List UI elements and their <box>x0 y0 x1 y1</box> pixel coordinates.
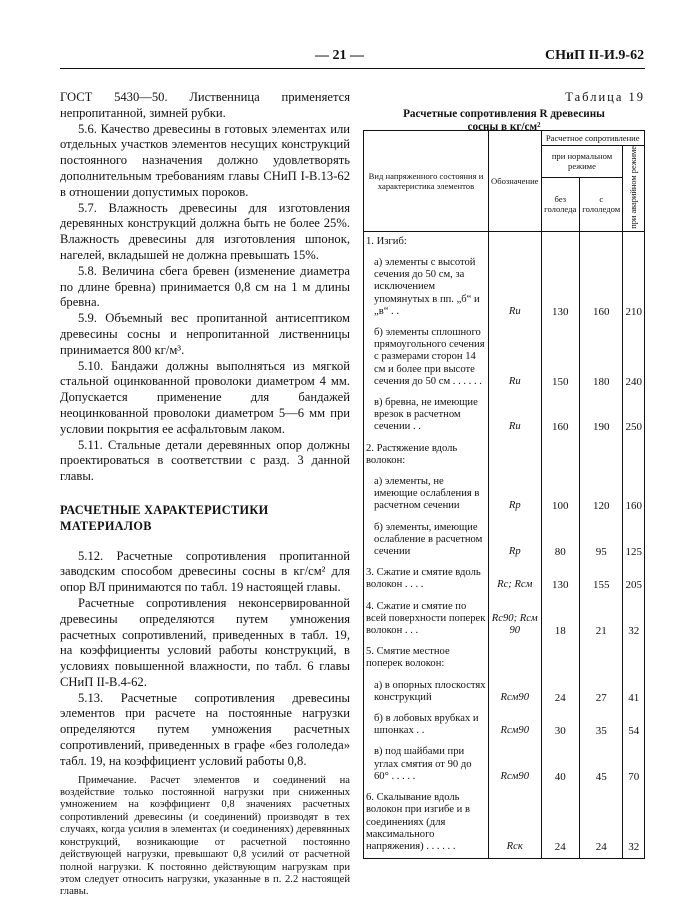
row-symbol-text: Rсм90 <box>500 725 530 737</box>
paragraph: ГОСТ 5430—50. Лиственница применяется непропитанной, зимней рубки. <box>60 90 350 120</box>
value-ice <box>580 323 623 393</box>
value-ice-text: 21 <box>595 625 607 638</box>
table-row <box>364 642 645 675</box>
row-symbol <box>489 439 542 472</box>
value-no-ice <box>541 518 580 564</box>
value-no-ice <box>541 676 580 709</box>
row-label <box>364 788 489 859</box>
table-row <box>364 709 645 742</box>
value-emergency <box>623 709 645 742</box>
row-label <box>364 518 489 564</box>
table-row <box>364 518 645 564</box>
col-head-calc: Расчетное сопротивление <box>541 131 645 146</box>
row-label-text: 1. Изгиб: <box>366 235 407 247</box>
value-emergency-text: 70 <box>628 770 640 783</box>
value-no-ice-text: 160 <box>552 421 569 434</box>
row-label-text: а) элементы, не имеющие ослабления в расчетном сечении <box>374 476 480 512</box>
value-emergency-text: 54 <box>628 725 640 738</box>
row-label-text: в) под шайбами при углах смятия от 90 до 60° . . . . . <box>374 746 472 782</box>
table-row <box>364 676 645 709</box>
value-no-ice <box>541 597 580 643</box>
row-symbol <box>489 642 542 675</box>
value-ice-text: 24 <box>595 840 607 853</box>
table-row <box>364 742 645 788</box>
row-label <box>364 439 489 472</box>
note: Примечание. Расчет элементов и соединений на воздействие только постоянной нагрузки при сниженных умножением на коэффициент 0,8 значениях расчетных сопротивлений древесины (и соединений) производят в тех случаях, когда усилия в элементах (и соединениях) деревянных конструкций, возникающие от расчетной постоянно действующей нагрузки, превышают 0,8 усилий от расчетной полной нагрузки. К постоянно действующим нагрузкам при этом следует относить нагрузки, указанные в п. 2.2 настоящей главы. <box>60 774 350 898</box>
value-no-ice-text: 30 <box>554 725 566 738</box>
row-symbol-text: Rск <box>506 840 523 852</box>
row-symbol <box>489 518 542 564</box>
row-label-text: 2. Растяжение вдоль волокон: <box>366 442 458 466</box>
row-symbol-text: Rи <box>508 421 521 433</box>
value-ice <box>580 472 623 518</box>
row-symbol <box>489 563 542 596</box>
document-code: СНиП II-И.9-62 <box>545 48 645 63</box>
value-no-ice <box>541 323 580 393</box>
value-emergency <box>623 231 645 253</box>
value-ice <box>580 563 623 596</box>
table-caption-line2: сосны в кг/см² <box>467 121 541 133</box>
col-head-no-ice: без гололеда <box>541 177 580 231</box>
value-ice <box>580 597 623 643</box>
value-ice <box>580 788 623 859</box>
paragraph: 5.13. Расчетные сопротивления древесины элементов при расчете на постоянные нагрузки определяются путем умножения расчетных сопротивлений, приведенных в графе «без гололеда» табл. 19, на коэффициент условий работы 0,8. <box>60 690 350 768</box>
row-symbol <box>489 253 542 323</box>
left-column <box>60 90 350 899</box>
value-no-ice-text: 130 <box>552 305 569 318</box>
value-ice-text: 160 <box>592 305 610 318</box>
row-symbol <box>489 323 542 393</box>
table-row <box>364 439 645 472</box>
paragraph: 5.8. Величина сбега бревен (изменение диаметра по длине бревна) принимается 0,8 см на 1 м длины бревна. <box>60 263 350 310</box>
row-label <box>364 393 489 439</box>
row-symbol <box>489 472 542 518</box>
row-symbol <box>489 742 542 788</box>
paragraph: Расчетные сопротивления неконсервированной древесины определяются путем умножения расчетных сопротивлений, приведенных в табл. 19, на коэффициенты условий работы конструкций, в условиях повышенной влажности, по табл. 6 главы СНиП II-B.4-62. <box>60 595 350 689</box>
value-emergency <box>623 742 645 788</box>
value-no-ice <box>541 393 580 439</box>
table-body <box>364 231 645 858</box>
row-label <box>364 709 489 742</box>
value-emergency-text: 41 <box>628 691 640 704</box>
row-symbol-text: Rр <box>508 546 521 558</box>
value-ice-text: 190 <box>592 421 610 434</box>
row-label-text: б) элементы, имеющие ослабление в расчетном сечении <box>374 521 483 558</box>
header-rule <box>60 68 645 69</box>
row-symbol <box>489 231 542 253</box>
table-row <box>364 393 645 439</box>
row-label-text: в) бревна, не имеющие врезок в расчетном сечении . . <box>374 397 478 433</box>
value-no-ice-text: 130 <box>552 579 569 592</box>
row-symbol-text: Rс90; Rсм 90 <box>491 612 538 637</box>
row-label-text: б) в лобовых врубках и шпонках . . <box>374 713 479 737</box>
value-ice <box>580 393 623 439</box>
value-no-ice-text: 40 <box>554 770 566 783</box>
col-head-emergency <box>623 146 645 232</box>
row-symbol-text: Rсм90 <box>500 691 530 703</box>
row-label <box>364 597 489 643</box>
value-no-ice <box>541 709 580 742</box>
row-symbol-text: Rр <box>508 500 521 512</box>
col-head-normal: при нормальном режиме <box>541 146 623 178</box>
col-head-emergency-text: при аварийном режиме <box>629 146 639 229</box>
row-label-text: 6. Скалывание вдоль волокон при изгибе и в соединениях (для максимального напряжения) . . . . . . <box>366 792 470 852</box>
row-label-text: 5. Смятие местное поперек волокон: <box>366 646 450 670</box>
table-row <box>364 788 645 859</box>
value-ice-text: 35 <box>595 725 607 738</box>
paragraph: 5.11. Стальные детали деревянных опор должны проектироваться в соответствии с разд. 3 данной главы. <box>60 437 350 484</box>
row-label-text: а) элементы с высотой сечения до 50 см, за исключением упомянутых в пп. „б“ и „в“ . . <box>374 256 480 317</box>
value-no-ice <box>541 742 580 788</box>
row-label <box>364 742 489 788</box>
value-no-ice <box>541 788 580 859</box>
row-symbol <box>489 393 542 439</box>
table-row <box>364 253 645 323</box>
paragraph: 5.7. Влажность древесины для изготовления деревянных конструкций должна быть не более 25%. Влажность древесины для изготовления шпонок, нагелей, вкладышей не должна превышать 15%. <box>60 200 350 262</box>
value-ice <box>580 231 623 253</box>
value-ice <box>580 253 623 323</box>
value-ice-text: 27 <box>595 691 607 704</box>
table-row <box>364 597 645 643</box>
row-label <box>364 642 489 675</box>
paragraph: 5.12. Расчетные сопротивления пропитанной заводским способом древесины сосны в кг/см² для опор ВЛ принимаются по табл. 19 настоящей главы. <box>60 548 350 595</box>
value-no-ice-text: 18 <box>554 625 566 638</box>
value-emergency-text: 250 <box>625 421 642 434</box>
value-emergency <box>623 518 645 564</box>
value-no-ice <box>541 439 580 472</box>
col-head-kind: Вид напряженного состояния и характеристика элементов <box>364 131 489 232</box>
value-no-ice <box>541 472 580 518</box>
value-emergency <box>623 597 645 643</box>
value-ice <box>580 642 623 675</box>
value-ice-text: 180 <box>592 375 610 388</box>
row-label-text: б) элементы сплошного прямоугольного сечения с размерами сторон 14 см и более при высоте сечения до 50 см . . . . . . <box>374 327 485 387</box>
paragraph: 5.10. Бандажи должны выполняться из мягкой стальной оцинкованной проволоки диаметром 4 мм. Допускается применение для бандажей неоцинкованной проволоки диаметром 5—6 мм при условии покрытия ее асфальтовым лаком. <box>60 358 350 436</box>
value-emergency <box>623 788 645 859</box>
value-ice-text: 155 <box>592 579 610 592</box>
value-ice-text: 95 <box>595 546 607 559</box>
row-symbol <box>489 676 542 709</box>
value-emergency-text: 240 <box>625 375 642 388</box>
row-symbol <box>489 597 542 643</box>
row-label-text: 3. Сжатие и смятие вдоль волокон . . . . <box>366 567 481 591</box>
resistance-table <box>363 130 645 859</box>
value-no-ice-text: 150 <box>552 375 569 388</box>
value-emergency <box>623 393 645 439</box>
value-emergency <box>623 563 645 596</box>
value-emergency-text: 160 <box>625 500 642 513</box>
row-label <box>364 231 489 253</box>
row-symbol-text: Rи <box>508 305 521 317</box>
value-ice <box>580 709 623 742</box>
table-number: Таблица 19 <box>565 90 645 104</box>
row-symbol <box>489 709 542 742</box>
row-label-text: а) в опорных плоскостях конструкций <box>374 679 486 703</box>
col-head-ice: с гололедом <box>580 177 623 231</box>
value-ice <box>580 742 623 788</box>
value-ice-text: 120 <box>592 500 610 513</box>
paragraph: 5.6. Качество древесины в готовых элементах или отдельных участков элементов несущих конструкций постоянного назначения должно удовлетворять дополнительным требованиям главы СНиП I-B.13-62 в отношении допустимых пороков. <box>60 121 350 199</box>
table-row <box>364 563 645 596</box>
value-no-ice-text: 24 <box>554 691 566 704</box>
row-label <box>364 323 489 393</box>
row-symbol-text: Rс; Rсм <box>497 579 533 591</box>
value-no-ice <box>541 231 580 253</box>
value-emergency-text: 32 <box>628 625 640 638</box>
value-emergency <box>623 642 645 675</box>
value-emergency-text: 32 <box>628 840 640 853</box>
value-emergency-text: 210 <box>625 305 642 318</box>
table-caption-line1: Расчетные сопротивления R древесины <box>403 108 605 120</box>
row-label <box>364 472 489 518</box>
row-label <box>364 253 489 323</box>
value-emergency <box>623 439 645 472</box>
table-row <box>364 231 645 253</box>
value-emergency-text: 205 <box>625 579 642 592</box>
value-ice-text: 45 <box>595 770 607 783</box>
value-ice <box>580 439 623 472</box>
row-symbol-text: Rсм90 <box>500 770 530 782</box>
right-column <box>363 90 645 853</box>
value-no-ice <box>541 253 580 323</box>
table-row <box>364 472 645 518</box>
page-number: — 21 — <box>315 48 364 63</box>
row-symbol-text: Rи <box>508 375 521 387</box>
row-symbol <box>489 788 542 859</box>
value-no-ice <box>541 642 580 675</box>
value-no-ice-text: 24 <box>554 840 566 853</box>
value-ice <box>580 518 623 564</box>
value-ice <box>580 676 623 709</box>
value-emergency <box>623 323 645 393</box>
row-label <box>364 676 489 709</box>
section-heading: РАСЧЕТНЫЕ ХАРАКТЕРИСТИКИ МАТЕРИАЛОВ <box>60 502 269 533</box>
value-emergency <box>623 472 645 518</box>
row-label-text: 4. Сжатие и смятие по всей поверхности поперек волокон . . . <box>366 600 486 637</box>
value-emergency-text: 125 <box>625 546 642 559</box>
col-head-symbol: Обозначение <box>489 131 542 232</box>
value-no-ice-text: 80 <box>554 546 566 559</box>
paragraph: 5.9. Объемный вес пропитанной антисептиком древесины сосны и непропитанной лиственницы принимается 800 кг/м³. <box>60 311 350 357</box>
table-row <box>364 323 645 393</box>
value-no-ice <box>541 563 580 596</box>
row-label <box>364 563 489 596</box>
value-emergency <box>623 253 645 323</box>
value-emergency <box>623 676 645 709</box>
value-no-ice-text: 100 <box>552 500 569 513</box>
